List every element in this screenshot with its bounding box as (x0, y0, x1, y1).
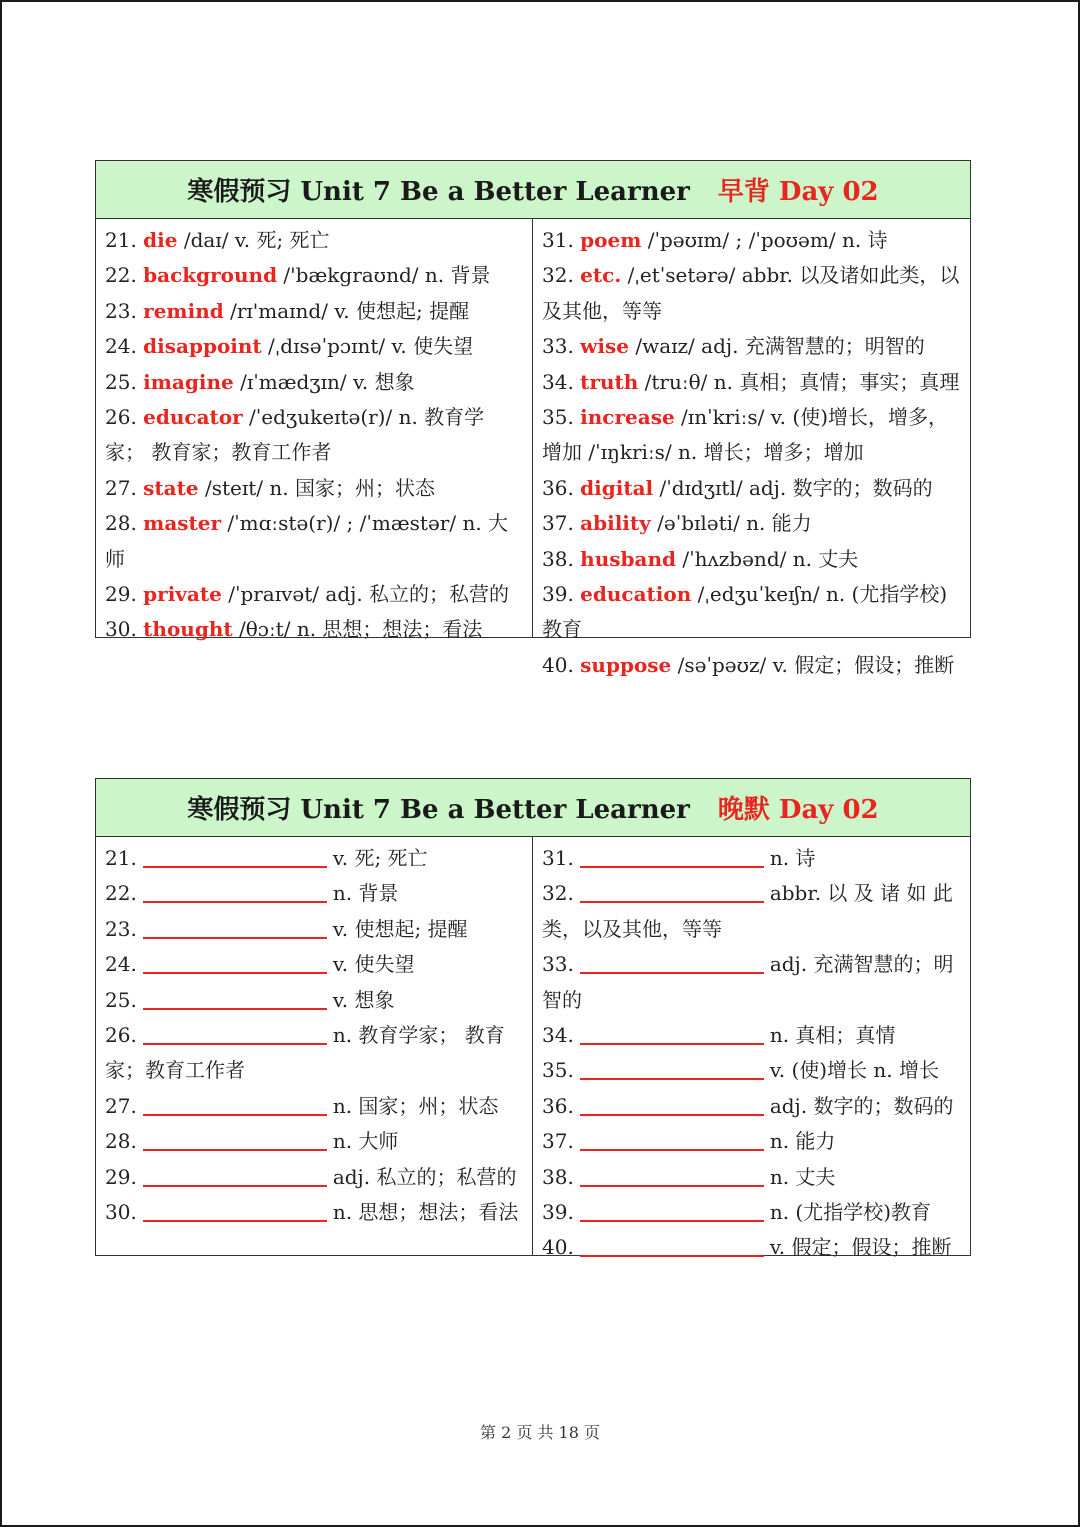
dictation-meaning: abbr. 以 及 诸 如 此 类，以及其他，等等 (542, 881, 953, 941)
vocab-word: wise (580, 334, 629, 359)
dictation-entry (542, 947, 962, 1018)
entry-number: 39. (542, 1200, 574, 1225)
vocab-definition: /truːθ/ n. 真相；真情；事实；真理 (638, 369, 960, 394)
evening-card-body (96, 837, 970, 1260)
entry-number: 32. (542, 263, 574, 288)
dictation-meaning: n. 丈夫 (769, 1164, 836, 1189)
answer-blank[interactable] (580, 1092, 764, 1116)
answer-blank[interactable] (143, 1127, 327, 1151)
vocab-definition: /steɪt/ n. 国家；州；状态 (198, 475, 435, 500)
page-number-label: 第 2 页 共 18 页 (480, 1423, 600, 1442)
answer-blank[interactable] (143, 915, 327, 939)
vocab-definition: /θɔːt/ n. 思想；想法；看法 (232, 617, 483, 642)
entry-number: 37. (542, 1129, 574, 1154)
vocab-word: husband (580, 546, 676, 571)
entry-number: 36. (542, 475, 574, 500)
dictation-entry (105, 1018, 524, 1089)
entry-number: 37. (542, 511, 574, 536)
morning-card-title: 寒假预习 Unit 7 Be a Better Learner (187, 177, 690, 207)
entry-number: 40. (542, 652, 574, 677)
answer-blank[interactable] (580, 1021, 764, 1045)
vocab-entry (542, 577, 962, 648)
entry-number: 23. (105, 298, 137, 323)
morning-card-tag: 早背 Day 02 (717, 177, 879, 207)
dictation-entry (542, 1230, 962, 1265)
vocab-definition: /ˌdɪsəˈpɔɪnt/ v. 使失望 (261, 334, 474, 359)
dictation-meaning: n. 教育学家； 教育家；教育工作者 (105, 1023, 505, 1083)
answer-blank[interactable] (143, 879, 327, 903)
dictation-entry (542, 1053, 962, 1088)
dictation-entry (105, 841, 524, 876)
answer-blank[interactable] (580, 950, 764, 974)
entry-number: 31. (542, 228, 574, 252)
answer-blank[interactable] (143, 950, 327, 974)
dictation-entry (542, 1160, 962, 1195)
dictation-meaning: v. 死; 死亡 (332, 846, 428, 870)
vocab-word: thought (143, 617, 233, 642)
entry-number: 38. (542, 1164, 574, 1189)
entry-number: 29. (105, 582, 137, 607)
entry-number: 32. (542, 881, 574, 906)
dictation-entry (542, 841, 962, 876)
entry-number: 21. (105, 228, 137, 252)
dictation-entry (105, 983, 524, 1018)
dictation-entry (105, 947, 524, 982)
vocab-definition: /səˈpəʊz/ v. 假定；假设；推断 (671, 652, 955, 677)
entry-number: 34. (542, 369, 574, 394)
vocab-entry (542, 365, 962, 400)
vocab-word: truth (580, 369, 639, 394)
dictation-meaning: n. 背景 (332, 881, 399, 906)
answer-blank[interactable] (580, 1233, 764, 1257)
entry-number: 22. (105, 263, 137, 288)
evening-card-header (96, 779, 970, 837)
dictation-meaning: v. (使)增长 n. 增长 (769, 1058, 940, 1083)
vocab-entry (542, 258, 962, 329)
vocab-word: ability (580, 511, 651, 536)
evening-card-title: 寒假预习 Unit 7 Be a Better Learner (187, 795, 690, 825)
morning-card-header (96, 161, 970, 219)
dictation-entry (542, 1195, 962, 1230)
vocab-definition: /ˌedʒuˈkeɪʃn/ n. (尤指学校)教育 (542, 582, 948, 642)
dictation-meaning: adj. 私立的；私营的 (332, 1164, 517, 1189)
vocab-definition: /əˈbɪləti/ n. 能力 (650, 511, 812, 536)
entry-number: 33. (542, 952, 574, 977)
answer-blank[interactable] (143, 1021, 327, 1045)
entry-number: 26. (105, 405, 137, 430)
vocab-entry (542, 506, 962, 541)
dictation-meaning: v. 使想起; 提醒 (332, 916, 468, 941)
vocab-entry (542, 223, 962, 258)
entry-number: 31. (542, 846, 574, 870)
vocab-word: background (143, 263, 278, 288)
entry-number: 35. (542, 1058, 574, 1083)
answer-blank[interactable] (580, 844, 764, 868)
entry-number: 34. (542, 1023, 574, 1048)
morning-vocab-card (95, 160, 971, 677)
answer-blank[interactable] (143, 1092, 327, 1116)
vocab-entry (105, 329, 524, 364)
dictation-entry (542, 1089, 962, 1124)
dictation-entry (105, 1089, 524, 1124)
vocab-word: imagine (143, 369, 234, 394)
vocab-definition: /daɪ/ v. 死; 死亡 (177, 228, 330, 252)
dictation-meaning: n. 真相；真情 (769, 1023, 896, 1048)
dictation-entry (105, 1124, 524, 1159)
vocab-definition: /ˌetˈsetərə/ abbr. 以及诸如此类，以及其他，等等 (542, 263, 960, 323)
entry-number: 28. (105, 1129, 137, 1154)
vocab-word: poem (580, 228, 642, 252)
dictation-meaning: adj. 充满智慧的；明智的 (542, 952, 954, 1012)
vocab-word: educator (143, 405, 243, 430)
dictation-meaning: n. 能力 (769, 1129, 836, 1154)
entry-number: 27. (105, 1093, 137, 1118)
vocab-entry (542, 400, 962, 471)
dictation-meaning: n. 思想；想法；看法 (332, 1200, 519, 1225)
entry-number: 38. (542, 546, 574, 571)
entry-number: 24. (105, 952, 137, 977)
vocab-definition: /ˈhʌzbənd/ n. 丈夫 (675, 546, 859, 571)
entry-number: 25. (105, 987, 137, 1012)
answer-blank[interactable] (143, 844, 327, 868)
entry-number: 36. (542, 1093, 574, 1118)
dictation-meaning: n. 大师 (332, 1129, 399, 1154)
vocab-entry (542, 542, 962, 577)
entry-number: 30. (105, 617, 137, 642)
entry-number: 21. (105, 846, 137, 870)
entry-number: 26. (105, 1023, 137, 1048)
entry-number: 23. (105, 916, 137, 941)
evening-right-column (533, 837, 970, 1260)
vocab-entry (105, 400, 524, 471)
entry-number: 35. (542, 405, 574, 430)
entry-number: 40. (542, 1235, 574, 1260)
dictation-meaning: n. (尤指学校)教育 (769, 1200, 932, 1225)
dictation-entry (542, 1018, 962, 1053)
vocab-definition: /ˈedʒukeɪtə(r)/ n. 教育学家； 教育家；教育工作者 (105, 405, 485, 465)
vocab-word: remind (143, 298, 224, 323)
evening-dictation-card (95, 778, 971, 1260)
morning-right-column (533, 219, 970, 677)
vocab-entry (542, 648, 962, 683)
entry-number: 30. (105, 1200, 137, 1225)
vocab-entry (105, 577, 524, 612)
vocab-word: private (143, 582, 222, 607)
answer-blank[interactable] (143, 986, 327, 1010)
vocab-word: etc. (580, 263, 622, 288)
vocab-word: education (580, 582, 692, 607)
morning-left-column (96, 219, 533, 642)
vocab-entry (105, 365, 524, 400)
entry-number: 27. (105, 475, 137, 500)
entry-number: 33. (542, 334, 574, 359)
vocab-entry (105, 223, 524, 258)
answer-blank[interactable] (580, 1198, 764, 1222)
evening-left-column (96, 837, 533, 1255)
vocab-word: digital (580, 475, 654, 500)
dictation-meaning: v. 想象 (332, 987, 395, 1012)
dictation-entry (105, 912, 524, 947)
vocab-entry (105, 471, 524, 506)
dictation-entry (105, 876, 524, 911)
vocab-entry (542, 329, 962, 364)
evening-card-tag: 晚默 Day 02 (717, 795, 879, 825)
answer-blank[interactable] (580, 879, 764, 903)
vocab-entry (542, 471, 962, 506)
dictation-meaning: v. 假定；假设；推断 (769, 1235, 952, 1260)
dictation-entry (542, 876, 962, 947)
vocab-definition: /rɪ'maɪnd/ v. 使想起; 提醒 (223, 298, 470, 323)
answer-blank[interactable] (580, 1163, 764, 1187)
vocab-entry (105, 258, 524, 293)
vocab-entry (105, 506, 524, 577)
entry-number: 39. (542, 582, 574, 607)
dictation-meaning: adj. 数字的；数码的 (769, 1093, 954, 1118)
dictation-entry (542, 1124, 962, 1159)
dictation-entry (105, 1160, 524, 1195)
vocab-definition: /'bækgraʊnd/ n. 背景 (277, 263, 491, 288)
dictation-entry (105, 1195, 524, 1230)
vocab-definition: /ɪˈmædʒɪn/ v. 想象 (233, 369, 415, 394)
entry-number: 25. (105, 369, 137, 394)
dictation-meaning: n. 国家；州；状态 (332, 1093, 499, 1118)
vocab-word: increase (580, 405, 675, 430)
vocab-word: master (143, 511, 222, 536)
vocab-definition: /ˈmɑːstə(r)/ ; /ˈmæstər/ n. 大师 (105, 511, 509, 571)
morning-card-body (96, 219, 970, 677)
vocab-definition: /ˈdɪdʒɪtl/ adj. 数字的；数码的 (653, 475, 933, 500)
entry-number: 22. (105, 881, 137, 906)
vocab-definition: /ˈpraɪvət/ adj. 私立的；私营的 (221, 582, 510, 607)
entry-number: 24. (105, 334, 137, 359)
vocab-word: die (143, 228, 178, 252)
dictation-meaning: n. 诗 (769, 846, 816, 870)
answer-blank[interactable] (143, 1198, 327, 1222)
vocab-definition: /waɪz/ adj. 充满智慧的；明智的 (628, 334, 925, 359)
answer-blank[interactable] (143, 1163, 327, 1187)
entry-number: 29. (105, 1164, 137, 1189)
vocab-definition: /ˈpəʊɪm/ ; /ˈpoʊəm/ n. 诗 (641, 228, 888, 252)
vocab-word: suppose (580, 652, 672, 677)
answer-blank[interactable] (580, 1056, 764, 1080)
dictation-meaning: v. 使失望 (332, 952, 415, 977)
vocab-definition: /ɪnˈkriːs/ v. (使)增长，增多，增加 /ˈɪŋkriːs/ n. 增长；增多；增加 (542, 405, 948, 465)
vocab-word: disappoint (143, 334, 262, 359)
vocab-entry (105, 612, 524, 647)
answer-blank[interactable] (580, 1127, 764, 1151)
vocab-entry (105, 294, 524, 329)
entry-number: 28. (105, 511, 137, 536)
vocab-word: state (143, 475, 199, 500)
page-footer (2, 1420, 1078, 1443)
